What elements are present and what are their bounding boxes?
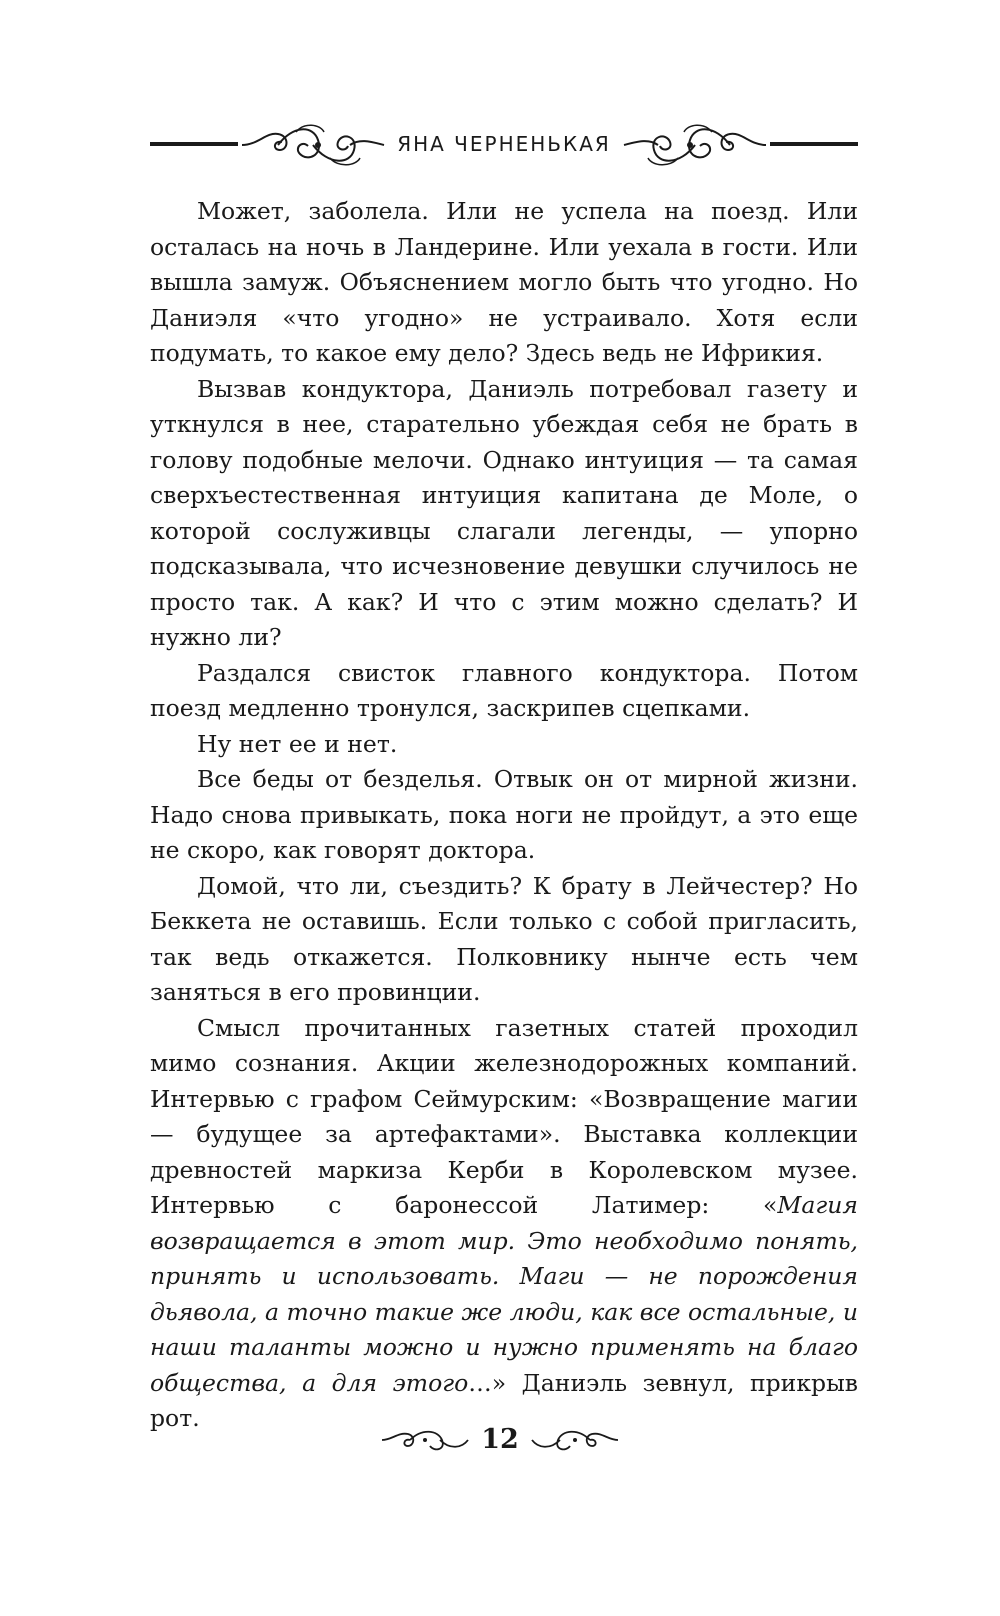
header-rule-left (150, 142, 238, 146)
paragraph: Вызвав кондуктора, Даниэль потребовал газету и уткнулся в нее, старательно убеждая себя не брать в голову подобные мелочи. Однако интуиция — та самая сверхъестественная интуиция капитана де Моле, о которой сослуживцы слагали легенды, — упорно подсказывала, что исчезновение девушки случилось не просто так. А как? И что с этим можно сделать? И нужно ли? (150, 374, 858, 651)
paragraph: Ну нет ее и нет. (197, 729, 398, 758)
paragraph: Все беды от безделья. Отвык он от мирной жизни. Надо снова привыкать, пока ноги не пройдут, а это еще не скоро, как говорят доктора. (150, 765, 858, 864)
header-rule-right (770, 142, 858, 146)
running-header-author: ЯНА ЧЕРНЕНЬКАЯ (397, 132, 611, 156)
paragraph-text: …» Даниэль зевнул, прикрыв рот. (150, 1368, 858, 1432)
paragraph: Домой, что ли, съездить? К брату в Лейчестер? Но Беккета не оставишь. Если только с собой пригласить, так ведь откажется. Полковнику нынче есть чем заняться в его провинции. (150, 871, 858, 1006)
paragraph: Может, заболела. Или не успела на поезд. Или осталась на ночь в Ландерине. Или уехала в гости. Или вышла замуж. Объяснением могло быть что угодно. Но Даниэля «что угодно» не устраивало. Хотя если подумать, то какое ему дело? Здесь ведь не Ифрикия. (150, 197, 858, 367)
paragraph-last (150, 1011, 858, 1437)
flourish-ornament-icon (530, 1426, 620, 1454)
flourish-ornament-icon (380, 1426, 470, 1454)
page-footer (380, 1420, 620, 1460)
running-header (150, 120, 858, 170)
paragraph-text: Смысл прочитанных газетных статей проходил мимо сознания. Акции железнодорожных компаний. Интервью с графом Сеймурским: «Возвращение магии — будущее за артефактами». Выставка коллекции древностей маркиза Керби в Королевском музее. Интервью с баронессой Латимер: « (150, 1013, 858, 1219)
page-body-text (150, 194, 858, 1437)
paragraph: Раздался свисток главного кондуктора. Потом поезд медленно тронулся, заскрипев сцепками. (150, 658, 858, 722)
flourish-ornament-icon (620, 120, 770, 170)
page-number: 12 (481, 1424, 519, 1455)
flourish-ornament-icon (238, 120, 388, 170)
italic-quote: Магия возвращается в этот мир. Это необходимо понять, принять и использовать. Маги — не порождения дьявола, а точно такие же люди, как все остальные, и наши таланты можно и нужно применять на благо общества, а для этого (150, 1191, 858, 1397)
